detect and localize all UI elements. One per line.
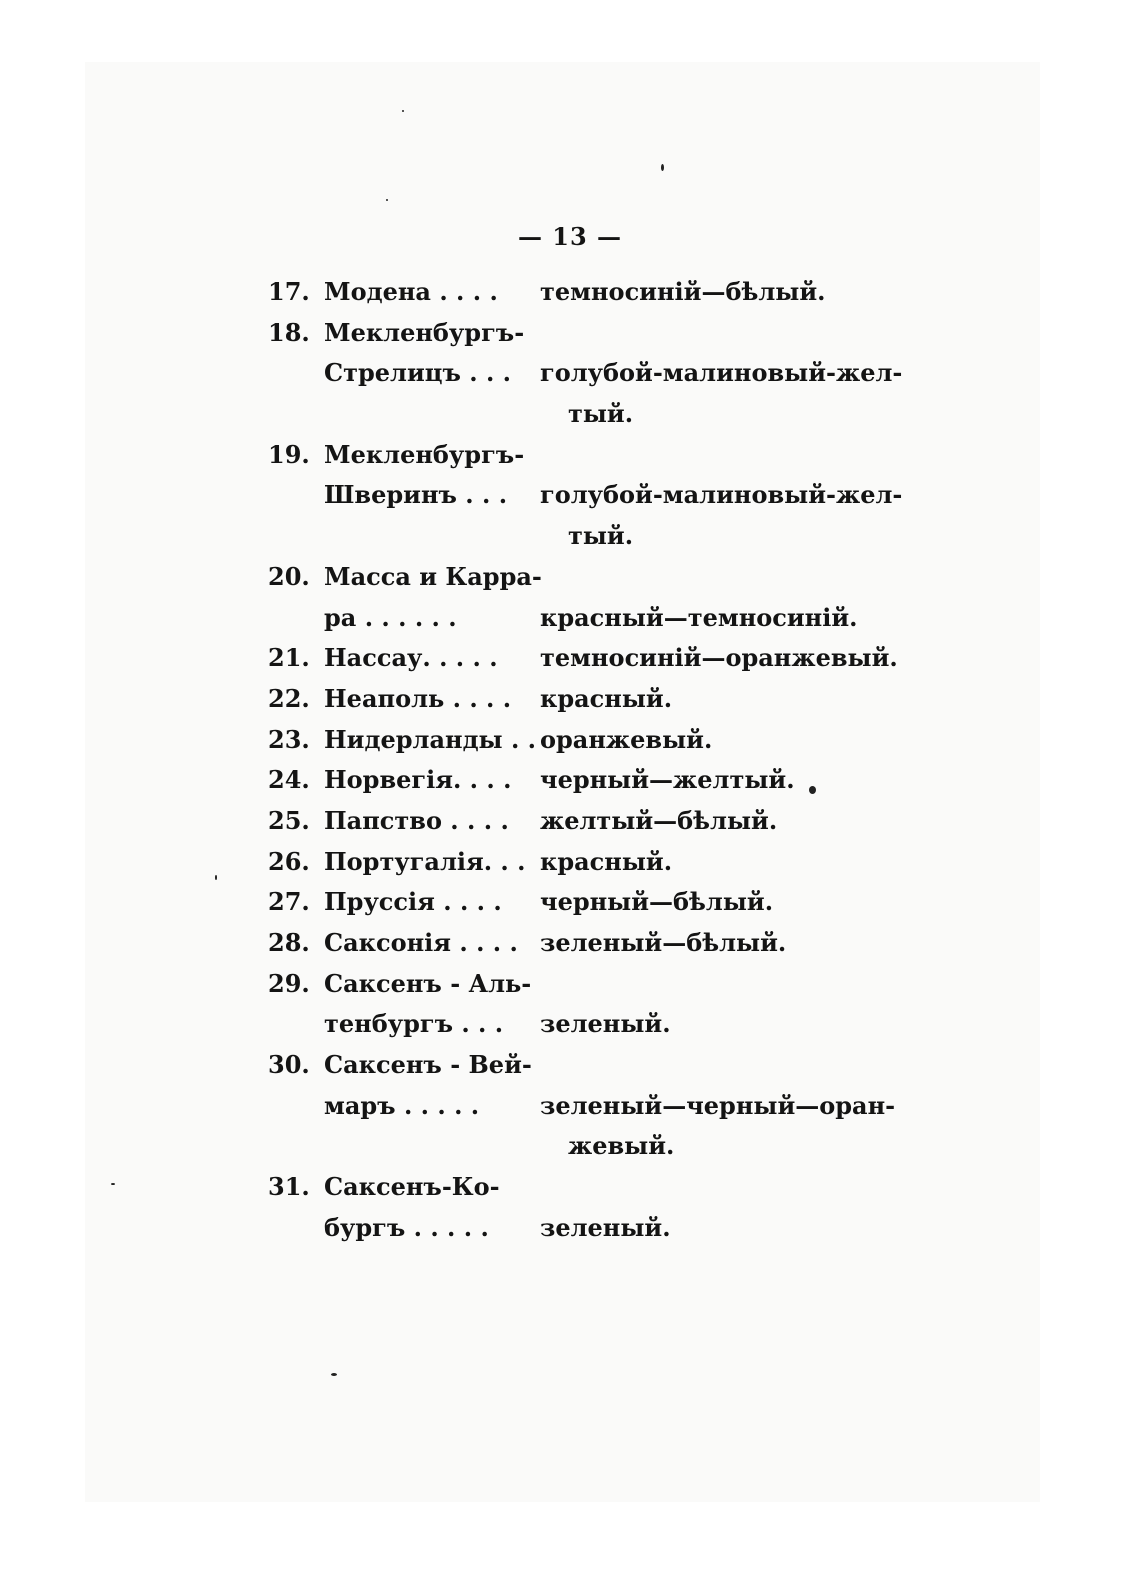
- entry-colors: зеленый—бѣлый.: [540, 928, 787, 957]
- list-item: [0, 272, 1140, 313]
- entry-name: Нидерланды . .: [324, 724, 537, 754]
- scan-speck: [402, 110, 404, 112]
- entry-name: Нассау. . . . .: [324, 643, 498, 673]
- list-item: [0, 313, 1140, 354]
- entry-name: Саксонія . . . .: [324, 928, 518, 957]
- list-item: [0, 964, 1140, 1005]
- entry-name: Модена . . . .: [324, 277, 498, 306]
- entry-colors-continuation: тый.: [568, 521, 634, 551]
- flag-colors-list: [0, 272, 1140, 1249]
- entry-colors: черный—желтый.: [540, 765, 795, 795]
- entry-name: Папство . . . .: [324, 805, 509, 835]
- entry-number: 28.: [268, 928, 310, 957]
- entry-colors: красный.: [540, 846, 673, 876]
- entry-colors: темносиній—бѣлый.: [540, 277, 826, 306]
- list-item: [0, 1045, 1140, 1086]
- entry-colors: зеленый.: [540, 1009, 671, 1039]
- entry-colors: зеленый—черный—оран-: [540, 1090, 896, 1120]
- page-number: — 13 —: [517, 222, 623, 251]
- entry-name: Мекленбургъ-: [324, 317, 525, 347]
- list-item: [0, 1208, 1140, 1249]
- entry-colors-continuation: жевый.: [568, 1131, 675, 1161]
- entry-name: Шверинъ . . .: [324, 480, 508, 510]
- entry-number: 22.: [268, 683, 310, 713]
- entry-name: Саксенъ-Ко-: [324, 1172, 500, 1202]
- entry-number: 18.: [268, 317, 310, 347]
- list-item: [0, 353, 1140, 394]
- list-item: [0, 435, 1140, 476]
- list-item: [0, 1167, 1140, 1208]
- list-item: [0, 923, 1140, 964]
- list-item: [0, 1004, 1140, 1045]
- entry-name: Саксенъ - Вей-: [324, 1050, 532, 1080]
- entry-colors-continuation: тый.: [568, 399, 634, 429]
- entry-colors: зеленый.: [540, 1212, 671, 1242]
- entry-name: Пруссія . . . .: [324, 887, 502, 917]
- entry-name: Неаполь . . . .: [324, 683, 512, 713]
- list-item: [0, 720, 1140, 761]
- list-item: [0, 475, 1140, 516]
- entry-number: 21.: [268, 643, 310, 673]
- entry-name: Стрелицъ . . .: [324, 358, 512, 388]
- entry-name: ра . . . . . .: [324, 602, 457, 632]
- entry-number: 19.: [268, 439, 310, 469]
- list-item: [0, 679, 1140, 720]
- entry-colors: голубой-малиновый-жел-: [540, 480, 903, 510]
- entry-number: 30.: [268, 1050, 310, 1080]
- entry-number: 23.: [268, 724, 310, 754]
- scan-speck: [386, 199, 388, 201]
- list-item: [0, 598, 1140, 639]
- entry-number: 17.: [268, 277, 310, 306]
- entry-number: 24.: [268, 765, 310, 795]
- entry-colors: темносиній—оранжевый.: [540, 643, 898, 673]
- list-item: [0, 801, 1140, 842]
- list-item: [0, 638, 1140, 679]
- list-item: [0, 516, 1140, 557]
- entry-colors: голубой-малиновый-жел-: [540, 358, 903, 388]
- entry-colors: оранжевый.: [540, 724, 713, 754]
- entry-name: тенбургъ . . .: [324, 1009, 504, 1039]
- entry-name: Норвегія. . . .: [324, 765, 512, 795]
- entry-colors: красный.: [540, 683, 673, 713]
- entry-name: Саксенъ - Аль-: [324, 968, 532, 998]
- scan-speck: [331, 1373, 337, 1376]
- entry-number: 29.: [268, 968, 310, 998]
- entry-number: 31.: [268, 1172, 310, 1202]
- entry-colors: красный—темносиній.: [540, 602, 858, 632]
- list-item: [0, 394, 1140, 435]
- list-item: [0, 1126, 1140, 1167]
- entry-number: 27.: [268, 887, 310, 917]
- entry-number: 25.: [268, 805, 310, 835]
- entry-colors: желтый—бѣлый.: [540, 805, 778, 835]
- list-item: [0, 557, 1140, 598]
- entry-number: 20.: [268, 561, 310, 591]
- entry-name: бургъ . . . . .: [324, 1212, 489, 1242]
- scan-speck: [661, 164, 664, 171]
- list-item: [0, 842, 1140, 883]
- list-item: [0, 760, 1140, 801]
- entry-name: Португалія. . .: [324, 846, 526, 876]
- entry-number: 26.: [268, 846, 310, 876]
- entry-colors: черный—бѣлый.: [540, 887, 774, 917]
- entry-name: Масса и Карра-: [324, 561, 542, 591]
- list-item: [0, 882, 1140, 923]
- entry-name: Мекленбургъ-: [324, 439, 525, 469]
- entry-name: маръ . . . . .: [324, 1090, 480, 1120]
- list-item: [0, 1086, 1140, 1127]
